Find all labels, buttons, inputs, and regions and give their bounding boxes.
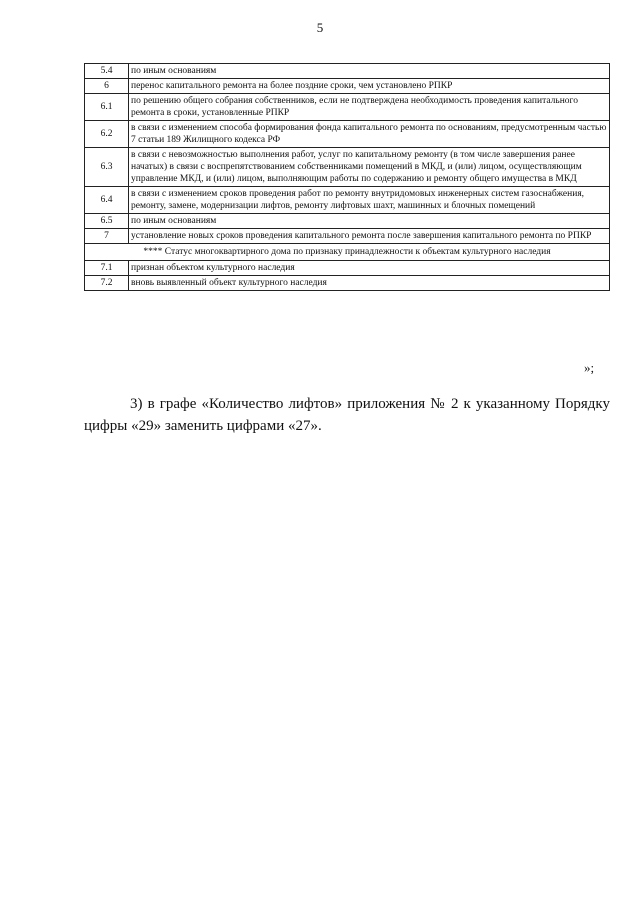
row-description: в связи с изменением сроков проведения работ по ремонту внутридомовых инженерных систем газоснабжения, ремонту, замене, модернизации лифтов, ремонту лифтовых шахт, машинных и блочных помещений [129, 187, 610, 214]
row-code: 6.5 [85, 214, 129, 229]
table-row [85, 276, 610, 291]
row-code: 5.4 [85, 64, 129, 79]
table-row [85, 94, 610, 121]
row-code: 7.1 [85, 261, 129, 276]
row-code: 7 [85, 229, 129, 244]
row-description: в связи с невозможностью выполнения работ, услуг по капитальному ремонту (в том числе завершения ранее начатых) в связи с воспрепятствованием собственниками помещений в МКД, и (или) лицом, осуществляющим управление МКД, и (или) лицом, выполняющим работы по содержанию и ремонту общего имущества в МКД [129, 148, 610, 187]
table-row [85, 79, 610, 94]
table-row [85, 229, 610, 244]
section-heading-row [85, 244, 610, 261]
row-description: вновь выявленный объект культурного наследия [129, 276, 610, 291]
table-row [85, 121, 610, 148]
table-row [85, 64, 610, 79]
closing-quote-mark: »; [584, 360, 595, 375]
section-heading: **** Статус многоквартирного дома по признаку принадлежности к объектам культурного наследия [85, 244, 610, 261]
row-description: признан объектом культурного наследия [129, 261, 610, 276]
row-code: 6.3 [85, 148, 129, 187]
page-number: 5 [316, 20, 324, 35]
row-description: по иным основаниям [129, 64, 610, 79]
row-code: 7.2 [85, 276, 129, 291]
row-code: 6 [85, 79, 129, 94]
table-row [85, 187, 610, 214]
row-description: перенос капитального ремонта на более поздние сроки, чем установлено РПКР [129, 79, 610, 94]
table-row [85, 148, 610, 187]
amendment-instruction: 3) в графе «Количество лифтов» приложения № 2 к указанному Порядку цифры «29» заменить цифрами «27». [84, 396, 610, 434]
row-code: 6.4 [85, 187, 129, 214]
table-row [85, 261, 610, 276]
repair-status-table [84, 63, 610, 291]
row-code: 6.2 [85, 121, 129, 148]
row-description: по иным основаниям [129, 214, 610, 229]
row-description: по решению общего собрания собственников, если не подтверждена необходимость проведения капитального ремонта в сроки, установленные РПКР [129, 94, 610, 121]
table-row [85, 214, 610, 229]
row-description: установление новых сроков проведения капитального ремонта после завершения капитального ремонта по РПКР [129, 229, 610, 244]
row-code: 6.1 [85, 94, 129, 121]
row-description: в связи с изменением способа формирования фонда капитального ремонта по основаниям, предусмотренным частью 7 статьи 189 Жилищного кодекса РФ [129, 121, 610, 148]
